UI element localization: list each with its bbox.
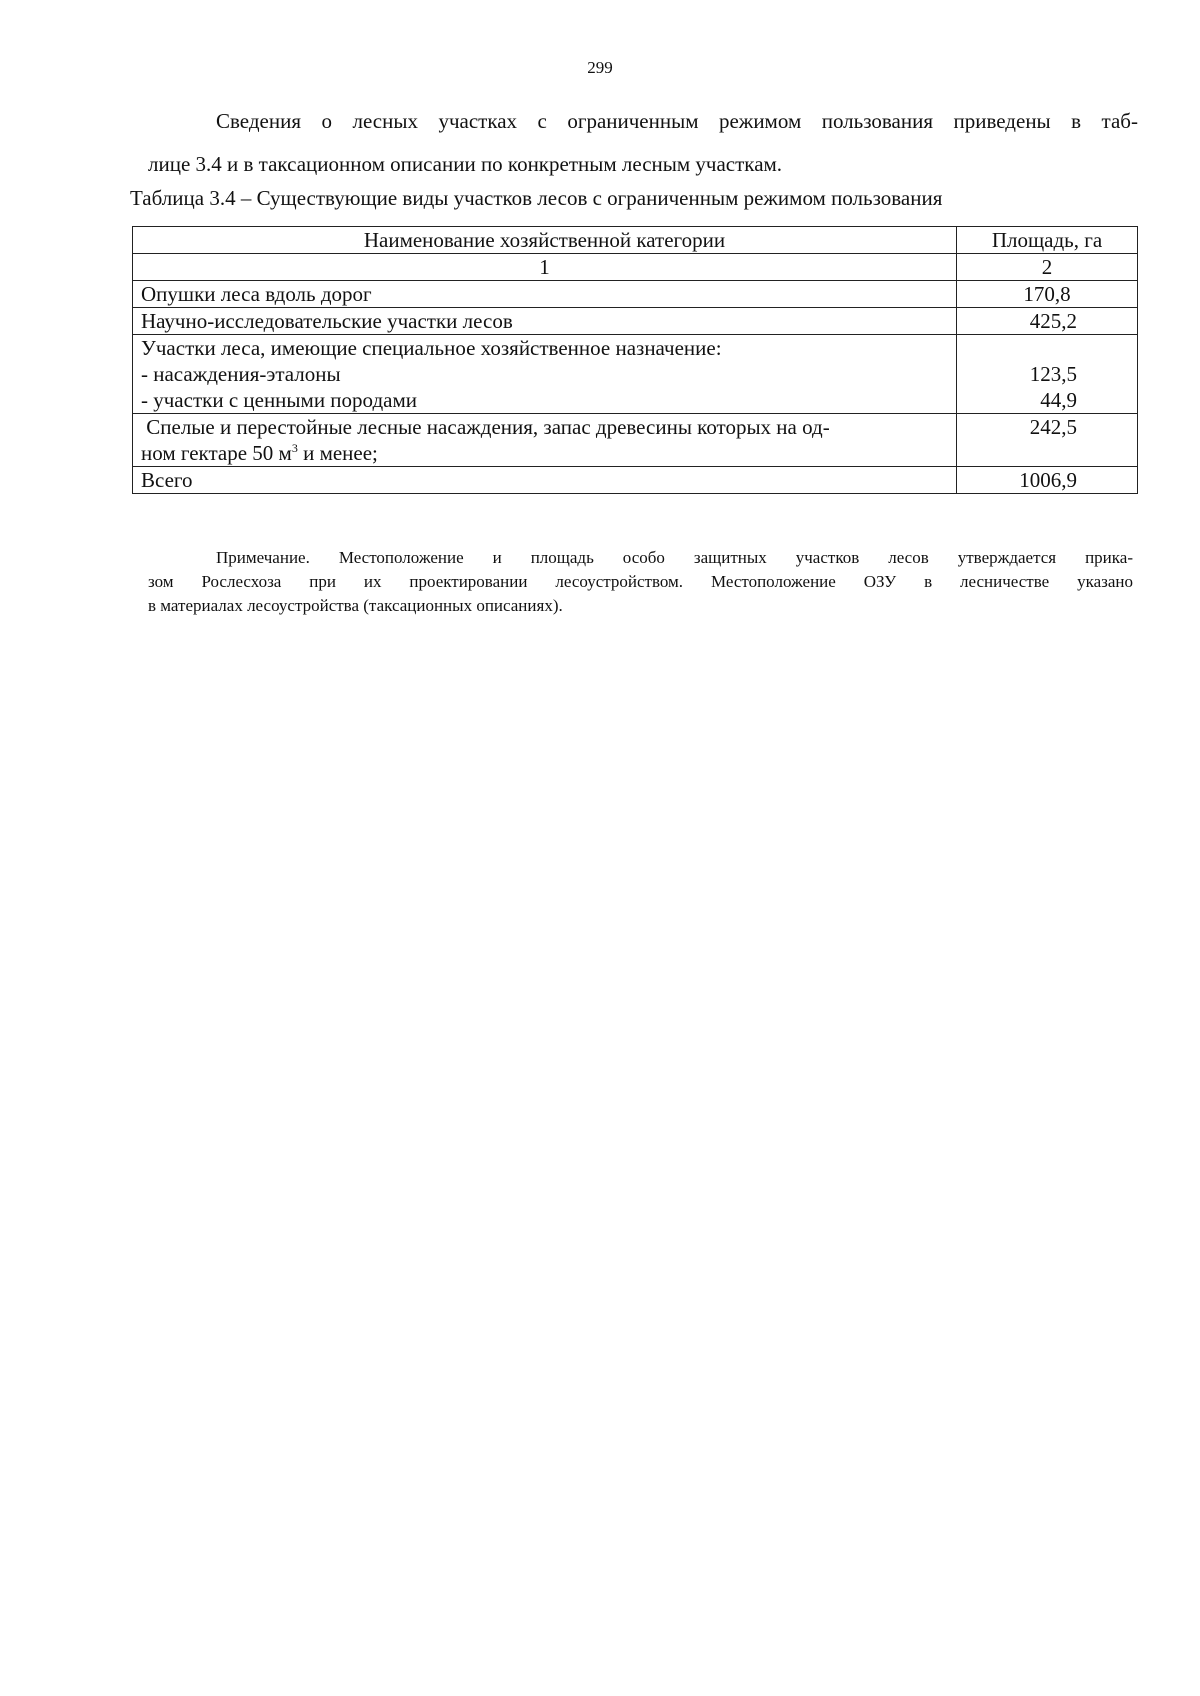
table-row	[133, 281, 1138, 308]
row-name: Опушки леса вдоль дорог	[133, 281, 957, 308]
table-caption: Таблица 3.4 – Существующие виды участков лесов с ограниченным режимом пользования	[130, 186, 943, 210]
note-line: зом Рослесхоза при их проектировании лесоустройством. Местоположение ОЗУ в лесничестве указано	[148, 572, 1133, 591]
table-header-row	[133, 227, 1138, 254]
row-area: 425,2	[956, 308, 1137, 335]
mature-text: ном гектаре 50 м	[141, 441, 292, 465]
group-title: Участки леса, имеющие специальное хозяйственное назначение:	[141, 336, 722, 360]
column-number: 2	[956, 254, 1137, 281]
table-row-special-group	[133, 335, 1138, 414]
group-item-area: 123,5	[1029, 362, 1077, 386]
row-name: Научно-исследовательские участки лесов	[133, 308, 957, 335]
superscript: 3	[291, 441, 298, 455]
note-line: в материалах лесоустройства (таксационных описаниях).	[148, 596, 563, 615]
row-name	[133, 414, 957, 467]
group-item-name: - насаждения-эталоны	[141, 362, 341, 386]
note-line: Примечание. Местоположение и площадь особо защитных участков лесов утверждается прика-	[216, 548, 1133, 567]
row-area-group	[956, 335, 1137, 414]
group-item-area: 44,9	[1040, 388, 1077, 412]
mature-text: и менее;	[297, 441, 378, 465]
note-paragraph	[148, 546, 1133, 618]
row-name-group	[133, 335, 957, 414]
table-row	[133, 308, 1138, 335]
mature-line	[141, 440, 948, 466]
total-area: 1006,9	[956, 467, 1137, 494]
table-total-row	[133, 467, 1138, 494]
header-area: Площадь, га	[956, 227, 1137, 254]
row-area: 170,8	[956, 281, 1137, 308]
group-item-name: - участки с ценными породами	[141, 388, 417, 412]
total-label: Всего	[133, 467, 957, 494]
column-number: 1	[133, 254, 957, 281]
header-category: Наименование хозяйственной категории	[133, 227, 957, 254]
mature-line: Спелые и перестойные лесные насаждения, запас древесины которых на од-	[141, 415, 830, 439]
table-row	[133, 414, 1138, 467]
intro-paragraph	[148, 100, 1138, 186]
column-number-row	[133, 254, 1138, 281]
intro-line: лице 3.4 и в таксационном описании по конкретным лесным участкам.	[148, 152, 783, 176]
forest-areas-table	[132, 226, 1138, 494]
page-number: 299	[587, 58, 613, 77]
intro-line: Сведения о лесных участках с ограниченным режимом пользования приведены в таб-	[216, 109, 1138, 133]
row-area: 242,5	[956, 414, 1137, 467]
